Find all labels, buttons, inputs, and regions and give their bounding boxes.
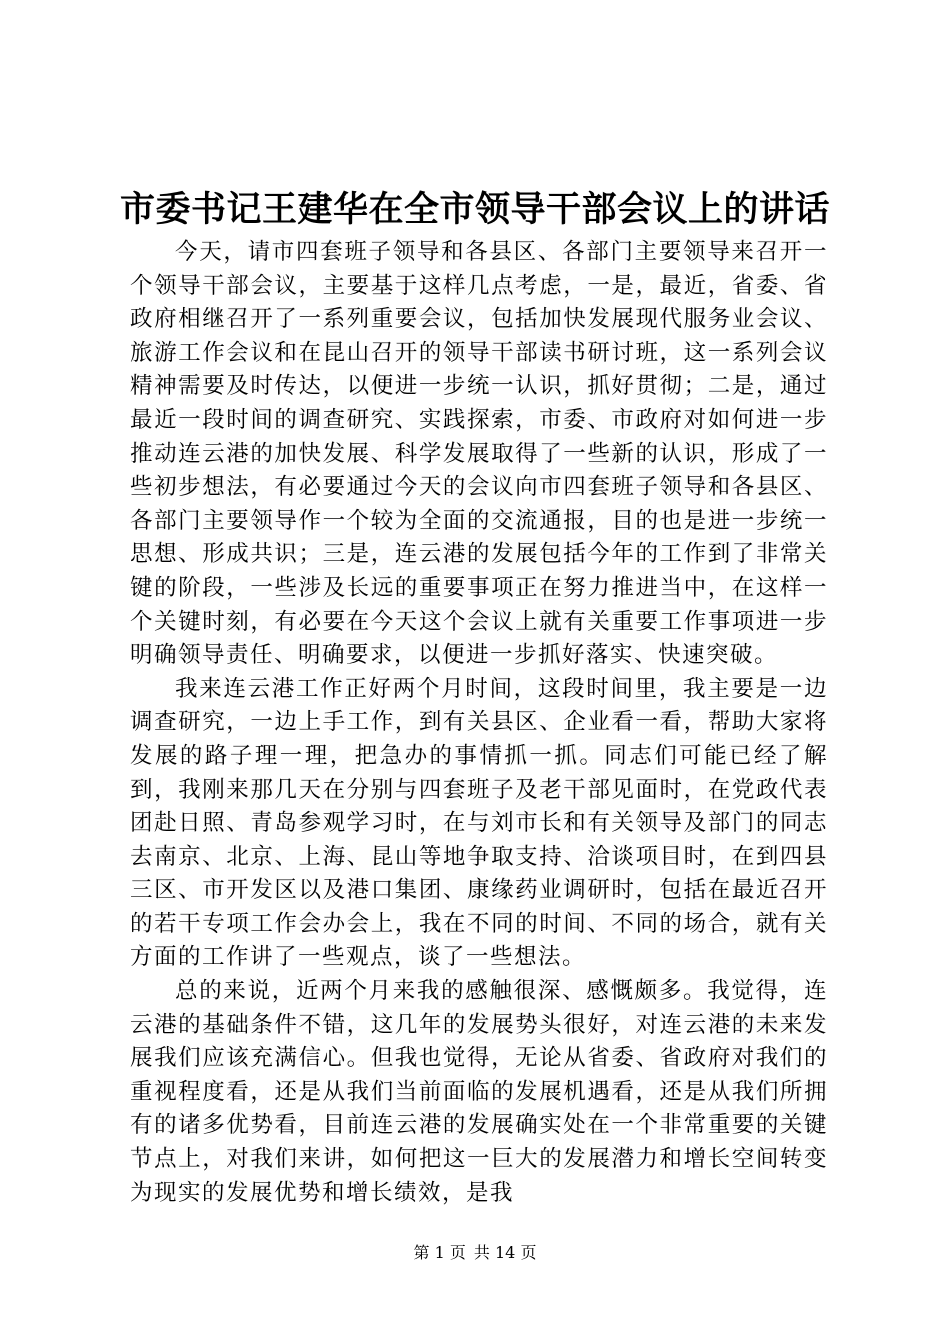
- paragraph-2: 我来连云港工作正好两个月时间，这段时间里，我主要是一边调查研究，一边上手工作，到有关县区、企业看一看，帮助大家将发展的路子理一理，把急办的事情抓一抓。同志们可能已经了解到，我刚来那几天在分别与四套班子及老干部见面时，在党政代表团赴日照、青岛参观学习时，在与刘市长和有关领导及部门的同志去南京、北京、上海、昆山等地争取支持、洽谈项目时，在到四县三区、市开发区以及港口集团、康缘药业调研时，包括在最近召开的若干专项工作会办会上，我在不同的时间、不同的场合，就有关方面的工作讲了一些观点，谈了一些想法。: [130, 675, 828, 971]
- paragraph-3: 总的来说，近两个月来我的感触很深、感慨颇多。我觉得，连云港的基础条件不错，这几年的发展势头很好，对连云港的未来发展我们应该充满信心。但我也觉得，无论从省委、省政府对我们的重视程度看，还是从我们当前面临的发展机遇看，还是从我们所拥有的诸多优势看，目前连云港的发展确实处在一个非常重要的关键节点上，对我们来讲，如何把这一巨大的发展潜力和增长空间转变为现实的发展优势和增长绩效，是我: [130, 978, 828, 1206]
- paragraph-1: 今天，请市四套班子领导和各县区、各部门主要领导来召开一个领导干部会议，主要基于这样几点考虑，一是，最近，省委、省政府相继召开了一系列重要会议，包括加快发展现代服务业会议、旅游工作会议和在昆山召开的领导干部读书研讨班，这一系列会议精神需要及时传达，以便进一步统一认识，抓好贯彻；二是，通过最近一段时间的调查研究、实践探索，市委、市政府对如何进一步推动连云港的加快发展、科学发展取得了一些新的认识，形成了一些初步想法，有必要通过今天的会议向市四套班子领导和各县区、各部门主要领导作一个较为全面的交流通报，目的也是进一步统一思想、形成共识；三是，连云港的发展包括今年的工作到了非常关键的阶段，一些涉及长远的重要事项正在努力推进当中，在这样一个关键时刻，有必要在今天这个会议上就有关重要工作事项进一步明确领导责任、明确要求，以便进一步抓好落实、快速突破。: [130, 239, 828, 669]
- document-title: 市委书记王建华在全市领导干部会议上的讲话: [119, 189, 830, 230]
- page-total: 共 14 页: [473, 1243, 537, 1262]
- page-number: 第 1 页: [413, 1243, 466, 1262]
- page-footer: [0, 1241, 950, 1265]
- document-body: [130, 236, 828, 1210]
